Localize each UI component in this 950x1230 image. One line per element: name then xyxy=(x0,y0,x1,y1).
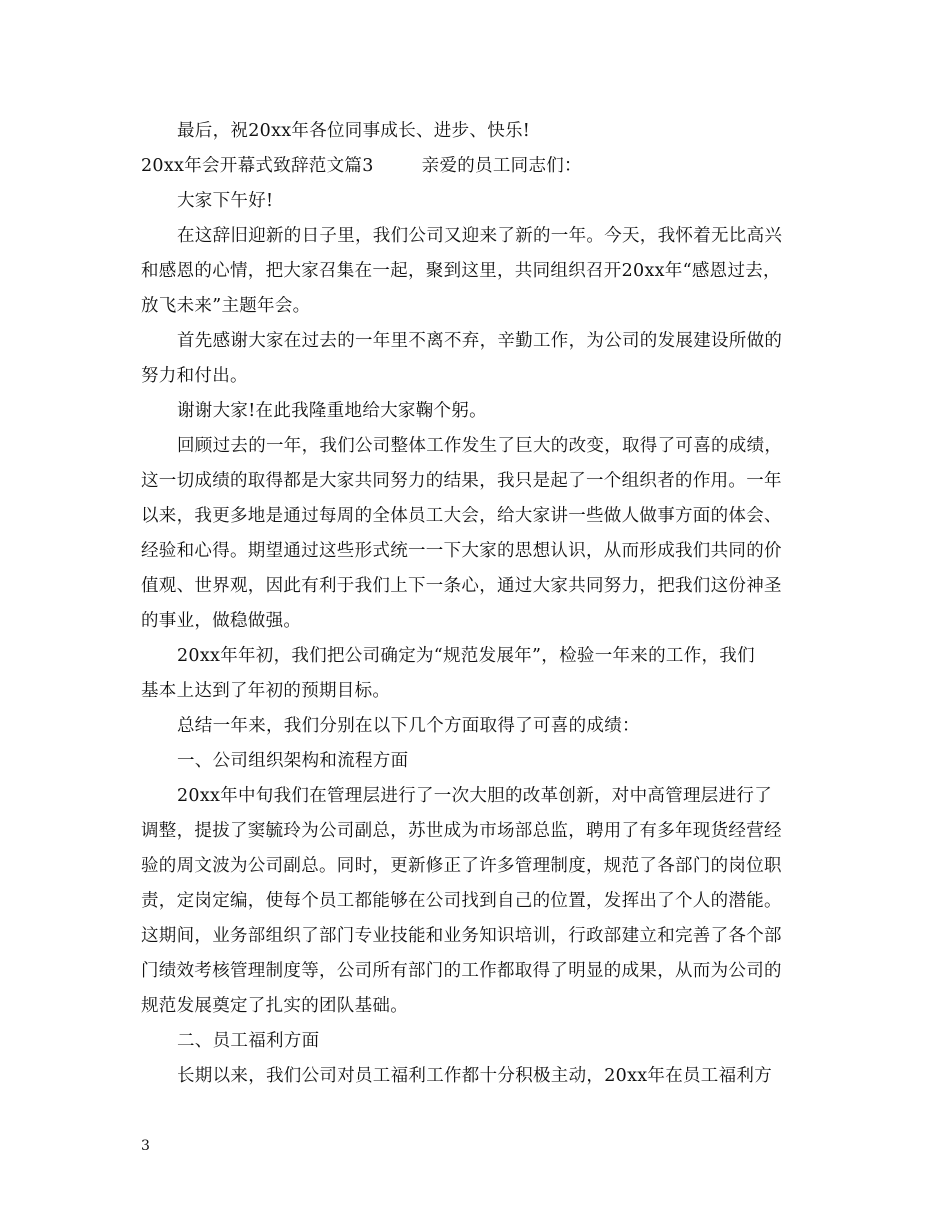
paragraph-line: 基本上达到了年初的预期目标。 xyxy=(141,681,391,701)
document-body xyxy=(141,114,821,1094)
paragraph-line: 值观、世界观，因此有利于我们上下一条心，通过大家共同努力，把我们这份神圣 xyxy=(141,576,782,596)
paragraph-line: 最后，祝20xx年各位同事成长、进步、快乐! xyxy=(177,121,531,141)
page-number: 3 xyxy=(141,1138,150,1154)
section-heading-line xyxy=(141,149,821,184)
paragraph-line: 和感恩的心情，把大家召集在一起，聚到这里，共同组织召开20xx年“感恩过去， xyxy=(141,261,781,281)
paragraph-line: 规范发展奠定了扎实的团队基础。 xyxy=(141,996,408,1016)
paragraph-line: 这一切成绩的取得都是大家共同努力的结果，我只是起了一个组织者的作用。一年 xyxy=(141,471,782,491)
paragraph-line: 以来，我更多地是通过每周的全体员工大会，给大家讲一些做人做事方面的体会、 xyxy=(141,506,782,526)
paragraph-line: 谢谢大家!在此我隆重地给大家鞠个躬。 xyxy=(177,401,487,421)
paragraph-line: 责，定岗定编，使每个员工都能够在公司找到自己的位置，发挥出了个人的潜能。 xyxy=(141,891,782,911)
greeting-line: 大家下午好! xyxy=(177,191,274,211)
paragraph-line: 调整，提拔了窦毓玲为公司副总，苏世成为市场部总监，聘用了有多年现货经营经 xyxy=(141,821,782,841)
paragraph-line: 这期间，业务部组织了部门专业技能和业务知识培训，行政部建立和完善了各个部 xyxy=(141,926,782,946)
paragraph-line: 20xx年年初，我们把公司确定为“规范发展年”，检验一年来的工作，我们 xyxy=(177,646,755,666)
subheading-line: 一、公司组织架构和流程方面 xyxy=(177,751,409,771)
paragraph-line: 经验和心得。期望通过这些形式统一一下大家的思想认识，从而形成我们共同的价 xyxy=(141,541,782,561)
salutation: 亲爱的员工同志们： xyxy=(421,156,582,176)
paragraph-line: 放飞未来”主题年会。 xyxy=(141,296,311,316)
section-title: 20xx年会开幕式致辞范文篇3 xyxy=(141,156,374,176)
paragraph-line: 20xx年中旬我们在管理层进行了一次大胆的改革创新，对中高管理层进行了 xyxy=(177,786,773,806)
paragraph-line: 门绩效考核管理制度等，公司所有部门的工作都取得了明显的成果，从而为公司的 xyxy=(141,961,782,981)
subheading-line: 二、员工福利方面 xyxy=(177,1031,320,1051)
paragraph-line: 验的周文波为公司副总。同时，更新修正了许多管理制度，规范了各部门的岗位职 xyxy=(141,856,782,876)
paragraph-line: 努力和付出。 xyxy=(141,366,248,386)
paragraph-line: 首先感谢大家在过去的一年里不离不弃，辛勤工作，为公司的发展建设所做的 xyxy=(177,331,783,351)
paragraph-line: 的事业，做稳做强。 xyxy=(141,611,302,631)
paragraph-line: 回顾过去的一年，我们公司整体工作发生了巨大的改变，取得了可喜的成绩， xyxy=(177,436,783,456)
paragraph-line: 在这辞旧迎新的日子里，我们公司又迎来了新的一年。今天，我怀着无比高兴 xyxy=(177,226,783,246)
paragraph-line: 总结一年来，我们分别在以下几个方面取得了可喜的成绩： xyxy=(177,716,640,736)
paragraph-line: 长期以来，我们公司对员工福利工作都十分积极主动，20xx年在员工福利方 xyxy=(177,1066,773,1086)
